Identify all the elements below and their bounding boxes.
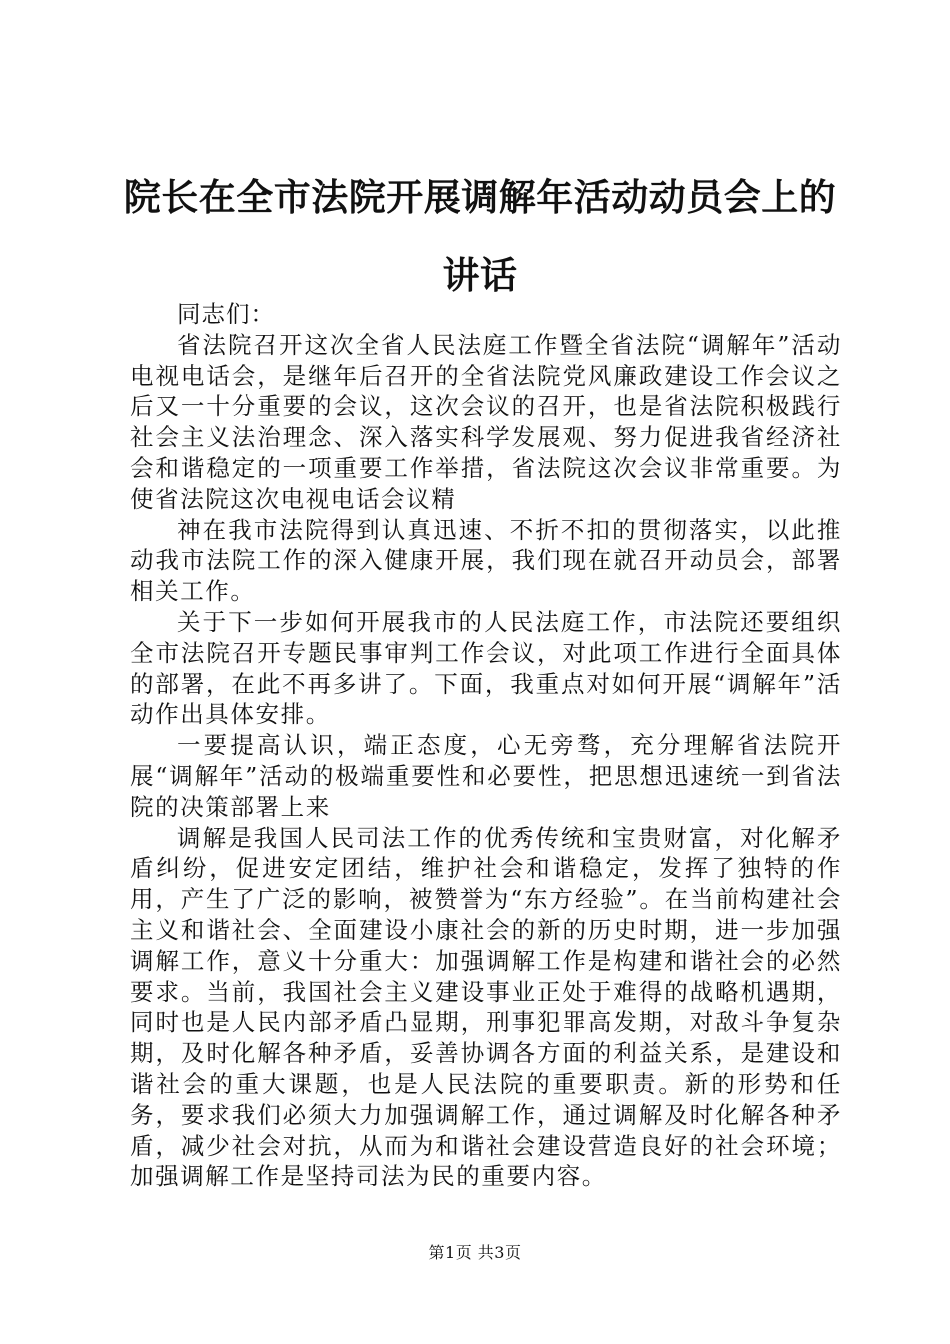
paragraph-4: 一要提高认识，端正态度，心无旁骛，充分理解省法院开展“调解年”活动的极端重要性和必要性，把思想迅速统一到省法院的决策部署上来: [130, 731, 842, 821]
paragraph-5: 调解是我国人民司法工作的优秀传统和宝贵财富，对化解矛盾纠纷，促进安定团结，维护社会和谐稳定，发挥了独特的作用，产生了广泛的影响，被赞誉为“东方经验”。在当前构建社会主义和谐社会、全面建设小康社会的新的历史时期，进一步加强调解工作，意义十分重大：加强调解工作是构建和谐社会的必然要求。当前，我国社会主义建设事业正处于难得的战略机遇期，同时也是人民内部矛盾凸显期，刑事犯罪高发期，对敌斗争复杂期，及时化解各种矛盾，妥善协调各方面的利益关系，是建设和谐社会的重大课题，也是人民法院的重要职责。新的形势和任务，要求我们必须大力加强调解工作，通过调解及时化解各种矛盾，减少社会对抗，从而为和谐社会建设营造良好的社会环境；加强调解工作是坚持司法为民的重要内容。: [130, 823, 842, 1191]
document-body: [130, 299, 842, 1192]
page-footer: 第1页 共3页: [428, 1243, 522, 1262]
document-title: 院长在全市法院开展调解年活动动员会上的讲话: [123, 175, 837, 297]
paragraph-2: 神在我市法院得到认真迅速、不折不扣的贯彻落实，以此推动我市法院工作的深入健康开展，我们现在就召开动员会，部署相关工作。: [130, 515, 842, 606]
paragraph-1: 省法院召开这次全省人民法庭工作暨全省法院“调解年”活动电视电话会，是继年后召开的全省法院党风廉政建设工作会议之后又一十分重要的会议，这次会议的召开，也是省法院积极践行社会主义法治理念、深入落实科学发展观、努力促进我省经济社会和谐稳定的一项重要工作举措，省法院这次会议非常重要。为使省法院这次电视电话会议精: [130, 330, 842, 513]
paragraph-3: 关于下一步如何开展我市的人民法庭工作，市法院还要组织全市法院召开专题民事审判工作会议，对此项工作进行全面具体的部署，在此不再多讲了。下面，我重点对如何开展“调解年”活动作出具体安排。: [130, 607, 842, 729]
salutation: 同志们：: [177, 300, 275, 328]
